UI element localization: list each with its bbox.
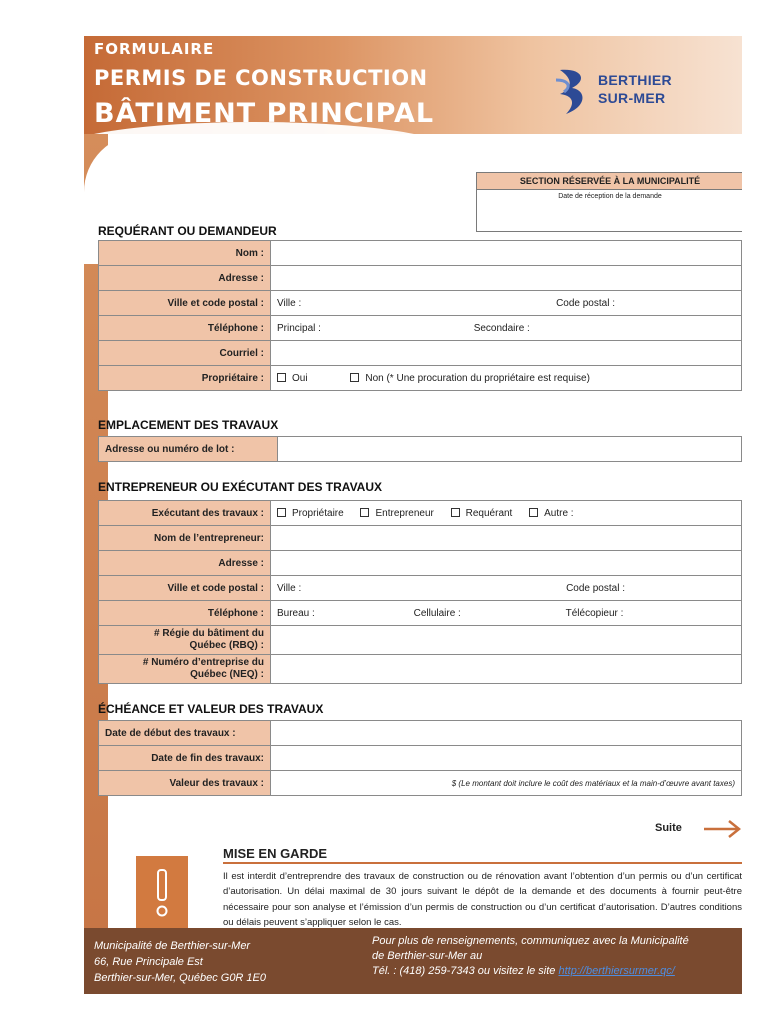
executant-requerant-checkbox[interactable] [451, 508, 460, 517]
table-row [99, 366, 742, 391]
ville-code-field[interactable] [271, 291, 742, 316]
arrow-right-icon[interactable] [702, 820, 742, 838]
footer-address-line2: 66, Rue Principale Est [94, 956, 203, 968]
table-row [99, 655, 742, 684]
footer-info [372, 934, 738, 979]
table-row [99, 437, 742, 462]
header-banner [84, 36, 742, 134]
executant-autre-checkbox[interactable] [529, 508, 538, 517]
neq-field[interactable] [271, 655, 742, 684]
municipality-logo [552, 66, 722, 122]
website-link[interactable]: http://berthiersurmer.qc/ [558, 965, 675, 977]
rbq-label [99, 626, 271, 655]
nom-label: Nom : [99, 241, 271, 266]
section-title-requerant: REQUÉRANT OU DEMANDEUR [98, 224, 277, 238]
requerant-table [98, 240, 742, 391]
rbq-field[interactable] [271, 626, 742, 655]
section-title-echeance: ÉCHÉANCE ET VALEUR DES TRAVAUX [98, 702, 324, 716]
ville-code-label: Ville et code postal : [99, 291, 271, 316]
adresse-field[interactable] [271, 266, 742, 291]
valeur-note: $ (Le montant doit inclure le coût des matériaux et la main-d’œuvre avant taxes) [451, 778, 735, 788]
neq-label-line1: # Numéro d’entreprise du [142, 657, 264, 668]
valeur-label: Valeur des travaux : [99, 771, 271, 796]
logo-wave-icon [552, 66, 592, 118]
proprietaire-field [271, 366, 742, 391]
executant-field [271, 501, 742, 526]
suite-link[interactable]: Suite [655, 822, 682, 834]
form-label: FORMULAIRE [94, 40, 215, 58]
rbq-label-line2: Québec (RBQ) : [189, 640, 264, 651]
neq-label [99, 655, 271, 684]
section-title-emplacement: EMPLACEMENT DES TRAVAUX [98, 418, 279, 432]
secondaire-sublabel: Secondaire : [473, 322, 530, 334]
courriel-field[interactable] [271, 341, 742, 366]
logo-text-line2: SUR-MER [598, 90, 666, 106]
date-fin-label: Date de fin des travaux: [99, 746, 271, 771]
form-page [84, 36, 742, 994]
warning-icon [136, 856, 188, 928]
entrepreneur-code-postal-sublabel: Code postal : [566, 582, 625, 594]
table-row [99, 721, 742, 746]
footer-info-line3 [372, 964, 738, 979]
emplacement-table [98, 436, 742, 462]
footer-address [94, 938, 266, 986]
adresse-lot-label: Adresse ou numéro de lot : [99, 437, 278, 462]
opt-proprietaire-label: Propriétaire [292, 507, 344, 519]
footer-phone-text: Tél. : (418) 259-7343 ou visitez le site [372, 965, 556, 977]
opt-autre-label: Autre : [544, 507, 574, 519]
table-row [99, 746, 742, 771]
executant-proprietaire-checkbox[interactable] [277, 508, 286, 517]
courriel-label: Courriel : [99, 341, 271, 366]
table-row [99, 241, 742, 266]
nom-field[interactable] [271, 241, 742, 266]
footer-address-line3: Berthier-sur-Mer, Québec G0R 1E0 [94, 972, 267, 984]
date-debut-field[interactable] [271, 721, 742, 746]
mise-en-garde-divider [223, 862, 742, 864]
non-checkbox[interactable] [350, 373, 359, 382]
table-row [99, 771, 742, 796]
footer-address-line1: Municipalité de Berthier-sur-Mer [94, 940, 251, 952]
telephone-field[interactable] [271, 316, 742, 341]
neq-label-line2: Québec (NEQ) : [190, 669, 264, 680]
form-title-line1: PERMIS DE CONSTRUCTION [94, 66, 428, 90]
table-row [99, 526, 742, 551]
bureau-sublabel: Bureau : [277, 607, 315, 619]
executant-label: Exécutant des travaux : [99, 501, 271, 526]
nom-entrepreneur-label: Nom de l’entrepreneur: [99, 526, 271, 551]
date-fin-field[interactable] [271, 746, 742, 771]
oui-label: Oui [292, 372, 308, 384]
reserved-section [476, 172, 742, 232]
executant-entrepreneur-checkbox[interactable] [360, 508, 369, 517]
footer [84, 928, 742, 994]
opt-requerant-label: Requérant [465, 507, 513, 519]
table-row [99, 341, 742, 366]
table-row [99, 266, 742, 291]
entrepreneur-adresse-label: Adresse : [99, 551, 271, 576]
entrepreneur-adresse-field[interactable] [271, 551, 742, 576]
principal-sublabel: Principal : [277, 322, 321, 334]
table-row [99, 626, 742, 655]
table-row [99, 291, 742, 316]
entrepreneur-telephone-field[interactable] [271, 601, 742, 626]
entrepreneur-ville-sublabel: Ville : [277, 582, 302, 594]
footer-info-line1: Pour plus de renseignements, communiquez avec la Municipalité [372, 935, 689, 947]
mise-en-garde-title: MISE EN GARDE [223, 846, 328, 861]
telecopieur-sublabel: Télécopieur : [565, 607, 624, 619]
cellulaire-sublabel: Cellulaire : [413, 607, 461, 619]
logo-text-line1: BERTHIER [598, 72, 672, 88]
reserved-title: SECTION RÉSERVÉE À LA MUNICIPALITÉ [477, 173, 742, 190]
section-title-entrepreneur: ENTREPRENEUR OU EXÉCUTANT DES TRAVAUX [98, 480, 383, 494]
table-row [99, 576, 742, 601]
entrepreneur-telephone-label: Téléphone : [99, 601, 271, 626]
telephone-label: Téléphone : [99, 316, 271, 341]
non-label: Non (* Une procuration du propriétaire est requise) [365, 372, 590, 384]
ville-sublabel: Ville : [277, 297, 302, 309]
entrepreneur-ville-field[interactable] [271, 576, 742, 601]
date-debut-label: Date de début des travaux : [99, 721, 271, 746]
table-row [99, 601, 742, 626]
reception-date-label: Date de réception de la demande [558, 193, 662, 200]
table-row [99, 501, 742, 526]
oui-checkbox[interactable] [277, 373, 286, 382]
code-postal-sublabel: Code postal : [556, 297, 615, 309]
adresse-lot-field[interactable] [278, 437, 742, 462]
opt-entrepreneur-label: Entrepreneur [375, 507, 434, 519]
rbq-label-line1: # Régie du bâtiment du [153, 628, 264, 639]
nom-entrepreneur-field[interactable] [271, 526, 742, 551]
adresse-label: Adresse : [99, 266, 271, 291]
proprietaire-label: Propriétaire : [99, 366, 271, 391]
table-row [99, 551, 742, 576]
footer-info-line2: de Berthier-sur-Mer au [372, 950, 483, 962]
valeur-field[interactable] [271, 771, 742, 796]
mise-en-garde-text: Il est interdit d’entreprendre des travaux de construction ou de rénovation avant l’obtention d’un permis ou d’un certificat d’autorisation. Un délai maximal de 30 jours suivant le dépôt de la demande et des documents à fournir peut-être nécessaire pour son analyse et l’émission d’un permis de construction ou d’un certificat d’autorisation. D’autres conditions ou délais peuvent s’appliquer selon le cas. [223, 871, 742, 928]
table-row [99, 316, 742, 341]
form-title-line2: BÂTIMENT PRINCIPAL [94, 98, 435, 129]
entrepreneur-ville-label: Ville et code postal : [99, 576, 271, 601]
entrepreneur-table [98, 500, 742, 684]
echeance-table [98, 720, 742, 796]
